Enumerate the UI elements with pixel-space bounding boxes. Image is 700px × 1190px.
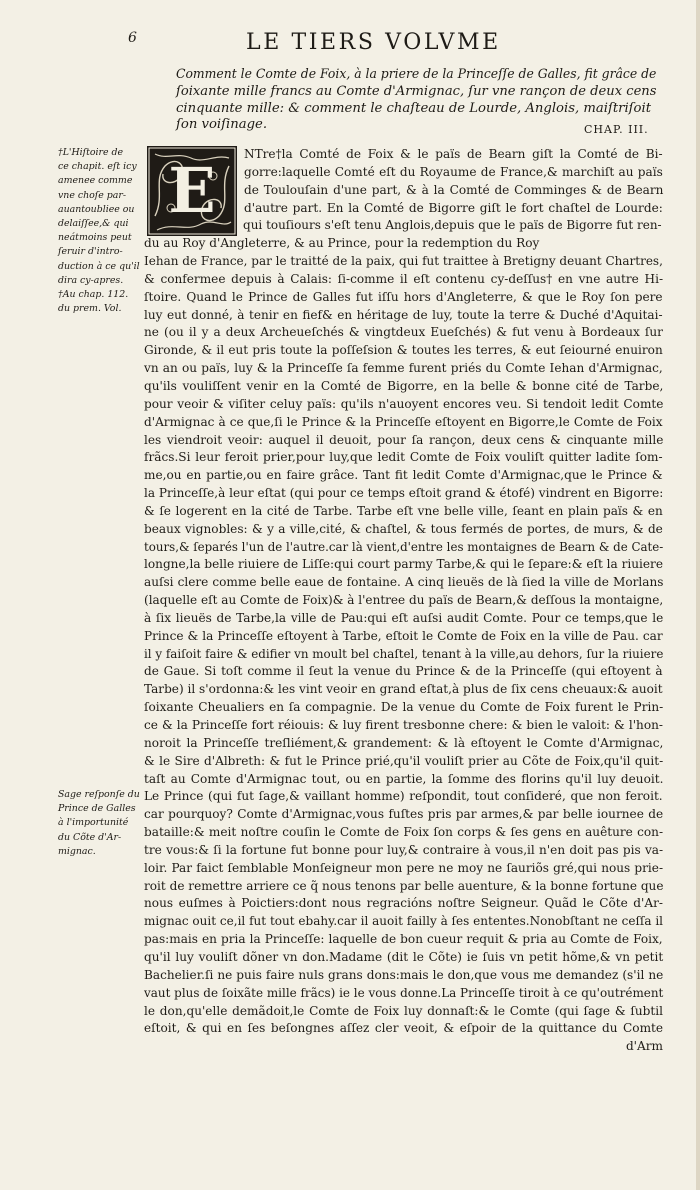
margin-note-line: ce chapit. eſt icy bbox=[58, 161, 137, 173]
ornamental-initial bbox=[147, 146, 237, 236]
margin-note bbox=[58, 788, 140, 859]
body-line: de Toulouſain d'une part, & à la Comté de Comminges & de Bearn bbox=[244, 182, 664, 197]
body-text bbox=[144, 146, 663, 1056]
body-line: ne (ou il y a deux Archeueſchés & vingtdeux Eueſchés) & fut venu à Bordeaux ſur bbox=[144, 325, 663, 340]
body-line: Prince & la Princeſſe eſtoyent à Tarbe, eſtoit le Comte de Foix en la ville de Pau. car bbox=[144, 628, 663, 643]
margin-note bbox=[58, 146, 140, 316]
body-line: pour veoir & viſiter celuy païs: qu'ils n'auoyent encores veu. Si tendoit ledit Comte bbox=[144, 396, 664, 411]
margin-note-line: ſeruir d'intro- bbox=[58, 246, 123, 258]
body-line: ſtoire. Quand le Prince de Galles fut iſſu hors d'Angleterre, & que le Roy ſon pere bbox=[144, 289, 663, 304]
margin-note-line: auantoubliee ou bbox=[58, 203, 135, 215]
body-line: le don,qu'elle demãdoit,le Comte de Foix luy donnaſt:& le Comte (qui ſage & ſubtil bbox=[144, 1003, 663, 1018]
body-line: ce & la Princeſſe fort réiouis: & luy firent tresbonne chere: & bien le valoit: & l'hon- bbox=[144, 718, 663, 732]
margin-note-line: vne choſe par- bbox=[58, 189, 127, 201]
body-line: luy eut donné, à tenir en fief& en héritage de luy, toute la terre & Duché d'Aquitai- bbox=[144, 307, 663, 322]
body-line: du au Roy d'Angleterre, & au Prince, pour la redemption du Roy bbox=[144, 236, 540, 251]
body-line: il y faiſoit faire & edifier vn moult bel chaſtel, tenant à la ville,au dehors, ſur la riuiere bbox=[144, 646, 664, 661]
body-line: qui touſiours s'eſt tenu Anglois,depuis que le païs de Bigorre fut ren- bbox=[243, 218, 662, 233]
body-line: roit de remettre arriere ce q̃ nous tenons par belle auenture, & la bonne fortune que bbox=[144, 878, 664, 893]
body-line: auſsi clere comme belle eaue de fontaine. A cinq lieuës de là ſied la ville de Morlans bbox=[144, 575, 664, 590]
margin-note-line: du prem. Vol. bbox=[58, 303, 122, 315]
body-line: Gironde, & il eut pris toute la poſſeſsion & toutes les terres, & eut ſeiourné enuiron bbox=[144, 343, 663, 358]
drop-cap-letter: E bbox=[168, 154, 216, 227]
body-line: vaut plus de ſoixãte mille frãcs) ie le vous donne.La Princeſſe tiroit à ce qu'outrément bbox=[144, 985, 664, 1000]
margin-note-line: Sage reſponſe du bbox=[58, 789, 140, 800]
margin-note-line: neátmoins peut bbox=[58, 232, 132, 244]
body-line: noroit la Princeſſe treſliément,& grandement: & là eſtoyent le Comte d'Armignac, bbox=[144, 735, 664, 750]
body-line: la Princeſſe,à leur eſtat (qui pour ce temps eſtoit grand & étofé) vindrent en Bigorre: bbox=[144, 486, 664, 501]
body-line: eſtoit, & qui en ſes beſongnes aſſez cler veoit, & eſpoir de la quittance du Comte bbox=[144, 1021, 664, 1036]
ornament-icon bbox=[147, 146, 237, 236]
running-head: LE TIERS VOLVME bbox=[246, 30, 501, 55]
margin-note-line: Prince de Galles bbox=[58, 803, 136, 815]
body-line: Le Prince (qui fut ſage,& vaillant homme) reſpondit, tout conſideré, que non feroit. bbox=[144, 789, 663, 804]
summary-line: cinquante mille: & comment le chaſteau de Lourde, Anglois, maiſtriſoit bbox=[176, 100, 651, 116]
body-line: d'Arm bbox=[625, 1039, 663, 1054]
body-line: pas:mais en pria la Princeſſe: laquelle de bon cueur requit & pria au Comte de Foix, bbox=[144, 932, 663, 947]
body-line: mignac ouit ce,il fut tout ebahy.car il auoit failly à ſes ententes.Nonobſtant ne ceſſa il bbox=[144, 914, 664, 929]
body-line: taſt au Comte d'Armignac tout, ou en partie, la ſomme des florins qu'il luy deuoit. bbox=[144, 771, 664, 786]
margin-note-line: delaiſſee,& qui bbox=[58, 218, 129, 230]
summary-line: ſoixante mille francs au Comte d'Armignac, ſur vne rançon de deux cens bbox=[176, 83, 657, 99]
body-line: me,ou en partie,ou en faire grâce. Tant fit ledit Comte d'Armignac,que le Prince & bbox=[144, 468, 663, 483]
margin-note-line: †L'Hiſtoire de bbox=[58, 147, 124, 158]
margin-note-line: †Au chap. 112. bbox=[58, 289, 129, 301]
body-line: beaux vignobles: & y a ville,cité, & chaſtel, & tous fermés de portes, de murs, & de bbox=[144, 521, 663, 536]
body-line: car pourquoy? Comte d'Armignac,vous fuſtes pris par armes,& par belle iournee de bbox=[144, 807, 664, 822]
margin-note-line: du Cõte d'Ar- bbox=[58, 831, 122, 843]
body-line: (laquelle eſt au Comte de Foix)& à l'entree du païs de Bearn,& deſſous la montaigne, bbox=[144, 593, 664, 608]
body-line: nous euſmes à Poictiers:dont nous regracións noſtre Seigneur. Quãd le Cõte d'Ar- bbox=[144, 896, 663, 911]
body-line: NTre†la Comté de Foix & le païs de Bearn giſt la Comté de Bi- bbox=[244, 147, 663, 161]
margin-note-line: dira cy-apres. bbox=[58, 274, 124, 286]
body-line: Tarbe) il s'ordonna:& les vint veoir en grand eſtat,à plus de ſix cens cheuaux:& auoit bbox=[144, 682, 663, 697]
body-line: frãcs.Si leur feroit prier,pour luy,que ledit Comte de Foix vouliſt quitter ladite ſom- bbox=[144, 450, 663, 465]
margin-note-line: duction à ce qu'il bbox=[58, 260, 140, 272]
body-line: vn an ou païs, luy & la Princeſſe ſa femme furent priés du Comte Iehan d'Armignac, bbox=[144, 361, 663, 376]
body-line: à ſix lieuës de Tarbe,la ville de Pau:qui eſt auſsi audit Comte. Pour ce temps,que le bbox=[144, 610, 664, 625]
body-line: bataille:& meit noſtre couſin le Comte de Foix ſon corps & ſes gens en auêture con- bbox=[144, 825, 664, 840]
body-line: tours,& ſeparés l'un de l'autre.car là vient,d'entre les montaignes de Bearn & de Cate- bbox=[144, 539, 664, 554]
body-line: & le Sire d'Albreth: & fut le Prince prié,qu'il vouliſt prier au Cõte de Foix,qu'il quit- bbox=[144, 753, 664, 768]
body-line: qu'ils vouliſſent venir en la Comté de Bigorre, en la belle & bonne cité de Tarbe, bbox=[144, 378, 664, 393]
body-line: longne,la belle riuiere de Liſſe:qui court parmy Tarbe,& qui le ſepare:& eſt la riuiere bbox=[144, 557, 663, 572]
summary-line: ſon voiſinage. bbox=[176, 117, 268, 133]
body-line: loir. Par faict ſemblable Monſeigneur mon pere ne moy ne ſauriõs gré,qui nous prie- bbox=[144, 860, 664, 875]
body-line: qu'il luy vouliſt dõner vn don.Madame (dit le Cõte) ie ſuis vn petit hõme,& vn petit bbox=[144, 949, 664, 964]
body-line: Bachelier.ſi ne puis faire nuls grans dons:mais le don,que vous me demandez (s'il ne bbox=[144, 967, 664, 982]
body-line: Iehan de France, par le traitté de la paix, qui fut traittee à Bretigny deuant Chartres, bbox=[144, 254, 663, 269]
body-line: d'autre part. En la Comté de Bigorre giſt le fort chaſtel de Lourde: bbox=[244, 200, 663, 215]
body-line: ſoixante Cheualiers en ſa compagnie. De la venue du Comte de Foix furent le Prin- bbox=[144, 700, 664, 715]
margin-note-line: à l'importunité bbox=[58, 817, 129, 829]
body-line: & ſe logerent en la cité de Tarbe. Tarbe eſt vne belle ville, ſeant en plain païs & en bbox=[144, 503, 663, 518]
body-line: d'Armignac à ce que,ſi le Prince & la Princeſſe eſtoyent en Bigorre,le Comte de Foix bbox=[144, 414, 663, 429]
margin-note-line: amenee comme bbox=[58, 175, 133, 187]
body-line: gorre:laquelle Comté eſt du Royaume de France,& marchiſt au païs bbox=[244, 164, 663, 179]
page-edge bbox=[696, 0, 700, 1190]
body-line: tre vous:& ſi la fortune fut bonne pour luy,& contraire à vous,il n'en doit pas pis va- bbox=[144, 842, 664, 857]
body-line: les viendroit veoir: auquel il deuoit, pour ſa rançon, deux cens & cinquante mille bbox=[144, 432, 664, 447]
body-line: de Gaue. Si toſt comme il ſeut la venue du Prince & de la Princeſſe (qui eſtoyent à bbox=[144, 664, 663, 679]
margin-note-line: mignac. bbox=[58, 845, 96, 857]
body-line: & confermee depuis à Calais: ſi-comme il eſt contenu cy-deſſus† en vne autre Hi- bbox=[144, 271, 664, 286]
summary-line: Comment le Comte de Foix, à la priere de la Princeſſe de Galles, fit grâce de bbox=[176, 67, 657, 82]
chapter-number: CHAP. III. bbox=[584, 123, 649, 136]
folio-number: 6 bbox=[128, 30, 137, 46]
